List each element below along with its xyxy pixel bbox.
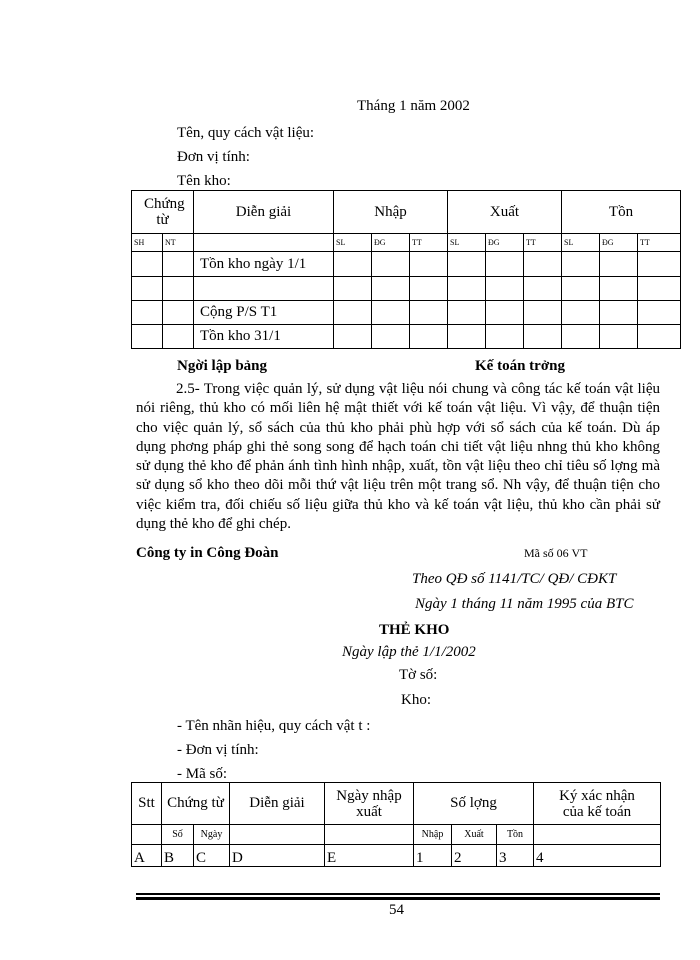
card-sheet-number: Tờ số: (399, 667, 438, 683)
card-brand-label: - Tên nhãn hiệu, quy cách vật t : (177, 718, 371, 734)
row-closing-stock: Tồn kho 31/1 (194, 325, 334, 349)
ton-subheader: Tồn (497, 825, 534, 845)
xuat-subheader: Xuất (452, 825, 497, 845)
code-cell: A (132, 845, 162, 867)
date-header (325, 783, 414, 825)
code-cell: B (162, 845, 194, 867)
import-header: Nhập (334, 191, 448, 234)
description-header: Diễn giải (194, 191, 334, 234)
decision-date: Ngày 1 tháng 11 năm 1995 của BTC (415, 596, 634, 612)
ledger-table (131, 190, 681, 349)
row-opening-stock: Tồn kho ngày 1/1 (194, 252, 334, 277)
code-cell: D (230, 845, 325, 867)
export-sl: SL (448, 234, 486, 252)
unit-label: Đơn vị tính: (177, 149, 250, 165)
card-code-label: - Mã số: (177, 766, 227, 782)
date-header-line2: xuất (356, 803, 382, 820)
import-tt: TT (410, 234, 448, 252)
card-warehouse: Kho: (401, 692, 431, 708)
footer-rule-thick (136, 897, 660, 900)
date-header-line1: Ngày nhập (336, 787, 402, 804)
month-heading: Tháng 1 năm 2002 (357, 98, 470, 114)
import-sl: SL (334, 234, 372, 252)
export-tt: TT (524, 234, 562, 252)
row-total: Cộng P/S T1 (194, 301, 334, 325)
decision-ref: Theo QĐ số 1141/TC/ QĐ/ CĐKT (412, 571, 617, 587)
code-cell: 1 (414, 845, 452, 867)
ngay-subheader: Ngày (194, 825, 230, 845)
material-name-label: Tên, quy cách vật liệu: (177, 125, 315, 141)
stock-sl: SL (562, 234, 600, 252)
confirm-header-line1: Ký xác nhận (559, 787, 635, 804)
form-code: Mã số 06 VT (524, 546, 588, 560)
code-cell: E (325, 845, 414, 867)
code-cell: 4 (534, 845, 661, 867)
confirm-header-line2: của kế toán (562, 803, 632, 820)
voucher-header: Chứng từ (132, 191, 194, 234)
empty-cell (194, 234, 334, 252)
card-unit-label: - Đơn vị tính: (177, 742, 259, 758)
nt-subheader: NT (163, 234, 194, 252)
import-dg: ĐG (372, 234, 410, 252)
card-title: THẺ KHO (379, 622, 450, 638)
confirm-header (534, 783, 661, 825)
code-cell: 3 (497, 845, 534, 867)
export-dg: ĐG (486, 234, 524, 252)
voucher-header-2: Chứng từ (162, 783, 230, 825)
sh-subheader: SH (132, 234, 163, 252)
export-header: Xuất (448, 191, 562, 234)
stock-card-table (131, 782, 661, 867)
footer-rule (136, 893, 660, 895)
row-blank (194, 277, 334, 301)
company-name: Công ty in Công Đoàn (136, 545, 279, 561)
quantity-header: Số lợng (414, 783, 534, 825)
stock-tt: TT (638, 234, 681, 252)
so-subheader: Số (162, 825, 194, 845)
body-paragraph: 2.5- Trong việc quản lý, sử dụng vật liệu nói chung và công tác kế toán vật liệu nói riêng, thủ kho có mối liên hệ mật thiết với kế toán vật liệu. Vì vậy, để thuận tiện cho việc quản lý, sổ sách của thủ kho phải phù hợp với sổ sách của kế toán. Dù áp dụng phơng pháp ghi thẻ song song để hạch toán chi tiết vật liệu nhng thủ kho không sử dụng thẻ kho để phản ánh tình hình nhập, xuất, tồn vật liệu theo chỉ tiêu số lợng mà sử dụng sổ kho theo dõi mỗi thứ vật liệu trên một trang sổ. Nh vậy, để thuận tiện cho việc kiểm tra, đối chiếu số liệu giữa thủ kho và kế toán vật liệu, thủ kho cần phải sử dụng thẻ kho để ghi chép. (136, 381, 660, 533)
preparer-signature: Ngời lập bảng (177, 358, 267, 374)
code-cell: 2 (452, 845, 497, 867)
code-cell: C (194, 845, 230, 867)
stock-header: Tồn (562, 191, 681, 234)
stt-header: Stt (132, 783, 162, 825)
stock-dg: ĐG (600, 234, 638, 252)
card-created-date: Ngày lập thẻ 1/1/2002 (342, 644, 476, 660)
warehouse-label: Tên kho: (177, 173, 231, 189)
nhap-subheader: Nhập (414, 825, 452, 845)
chief-accountant-signature: Kế toán trởng (475, 358, 565, 374)
page-number: 54 (389, 902, 404, 918)
description-header-2: Diễn giải (230, 783, 325, 825)
